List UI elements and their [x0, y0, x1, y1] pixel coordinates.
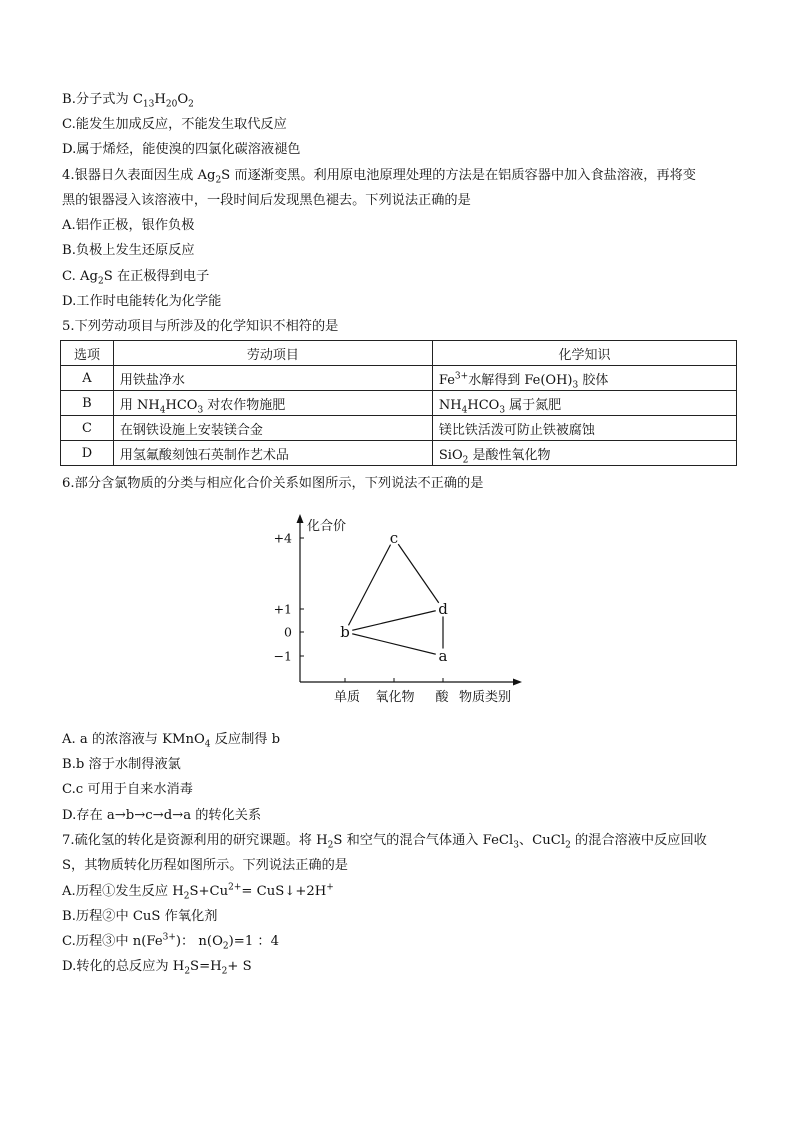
table-row	[61, 391, 737, 416]
row-labor-item: 用 $NH_4HCO_3$ 对农作物施肥	[113, 391, 432, 416]
table-row	[61, 441, 737, 466]
q5-stem: 5.下列劳动项目与所涉及的化学知识不相符的是	[62, 319, 339, 334]
q6-option-d: D.存在 a→b→c→d→a 的转化关系	[62, 808, 262, 823]
edge-b-c	[345, 538, 394, 632]
y-axis-label: 化合价	[307, 519, 347, 534]
x-axis-label: 物质类别	[459, 690, 512, 705]
row-option: C	[61, 416, 114, 441]
x-category-label: 单质	[333, 690, 361, 705]
y-tick-label: −1	[273, 648, 292, 664]
y-tick-label: 0	[284, 624, 292, 640]
q6-option-c: C.c 可用于自来水消毒	[62, 782, 193, 797]
y-tick-label: +4	[273, 530, 292, 546]
edge-b-d	[345, 609, 443, 632]
point-c-label: c	[389, 528, 399, 547]
point-b-label: b	[340, 623, 350, 641]
q7-option-c: C.历程③中 $n(Fe^{3+})$： $n(O_2)=1$ ：4	[62, 932, 279, 952]
edge-c-d	[394, 538, 443, 609]
q3-option-d: D.属于烯烃，能使溴的四氯化碳溶液褪色	[62, 142, 301, 157]
q4-stem-line1: 4.银器日久表面因生成 $Ag_2S$ 而逐渐变黑。利用原电池原理处理的方法是在铝质容器中加入食盐溶液，再将变	[62, 168, 696, 186]
q7-option-d: D.转化的总反应为 $H_2S=H_2+ S$	[62, 959, 252, 977]
point-a-label: a	[438, 647, 448, 665]
q4-option-b: B.负极上发生还原反应	[62, 243, 195, 258]
row-labor-item: 用铁盐净水	[113, 366, 432, 391]
q6-option-b: B.b 溶于水制得液氯	[62, 757, 181, 772]
y-tick-label: +1	[273, 601, 292, 617]
row-chem-knowledge: SiO$_2$ 是酸性氧化物	[432, 441, 736, 466]
header-labor-item: 劳动项目	[113, 341, 432, 366]
y-axis-arrow	[297, 514, 304, 523]
point-d-label: d	[438, 600, 448, 618]
q4-option-d: D.工作时电能转化为化学能	[62, 294, 222, 309]
q4-option-a: A.铝作正极，银作负极	[62, 218, 195, 233]
q4-stem-line2: 黑的银器浸入该溶液中，一段时间后发现黑色褪去。下列说法正确的是	[62, 193, 471, 208]
header-option: 选项	[61, 341, 114, 366]
row-option: D	[61, 441, 114, 466]
q3-option-c: C.能发生加成反应，不能发生取代反应	[62, 117, 287, 132]
q5-table-header	[61, 341, 737, 366]
valence-diagram	[270, 508, 540, 708]
x-axis-arrow	[513, 679, 522, 686]
q7-option-a: A.历程①发生反应 $H_2S+Cu^{2+}=$ CuS↓+2H+	[62, 882, 334, 902]
row-chem-knowledge: 镁比铁活泼可防止铁被腐蚀	[432, 416, 736, 441]
table-row	[61, 416, 737, 441]
edge-b-a	[345, 632, 443, 656]
row-labor-item: 在钢铁设施上安装镁合金	[113, 416, 432, 441]
q5-table	[60, 340, 737, 466]
x-category-label: 氧化物	[375, 690, 415, 705]
x-category-label: 酸	[435, 690, 449, 705]
row-option: A	[61, 366, 114, 391]
q7-stem-line1: 7.硫化氢的转化是资源利用的研究课题。将 $H_2S$ 和空气的混合气体通入 FeCl$_3$、CuCl$_2$ 的混合溶液中反应回收	[62, 833, 707, 851]
header-chem-knowledge: 化学知识	[432, 341, 736, 366]
q6-stem: 6.部分含氯物质的分类与相应化合价关系如图所示，下列说法不正确的是	[62, 476, 484, 491]
q7-option-b: B.历程②中 CuS 作氧化剂	[62, 909, 218, 924]
row-option: B	[61, 391, 114, 416]
q3-option-b: B.分子式为 $C_{13}H_{20}O_2$	[62, 92, 194, 110]
q7-stem-line2: S，其物质转化历程如图所示。下列说法正确的是	[62, 858, 348, 873]
diagram-axes	[297, 514, 523, 705]
q6-option-a: A. a 的浓溶液与 KMnO$_4$ 反应制得 b	[62, 732, 281, 750]
row-chem-knowledge: $NH_4HCO_3$ 属于氮肥	[432, 391, 736, 416]
diagram-edges	[345, 538, 443, 656]
table-row	[61, 366, 737, 391]
row-labor-item: 用氢氟酸刻蚀石英制作艺术品	[113, 441, 432, 466]
q4-option-c: C. $Ag_2S$ 在正极得到电子	[62, 269, 210, 287]
row-chem-knowledge: $Fe^{3+}$水解得到 $Fe(OH)_3$ 胶体	[432, 366, 736, 391]
